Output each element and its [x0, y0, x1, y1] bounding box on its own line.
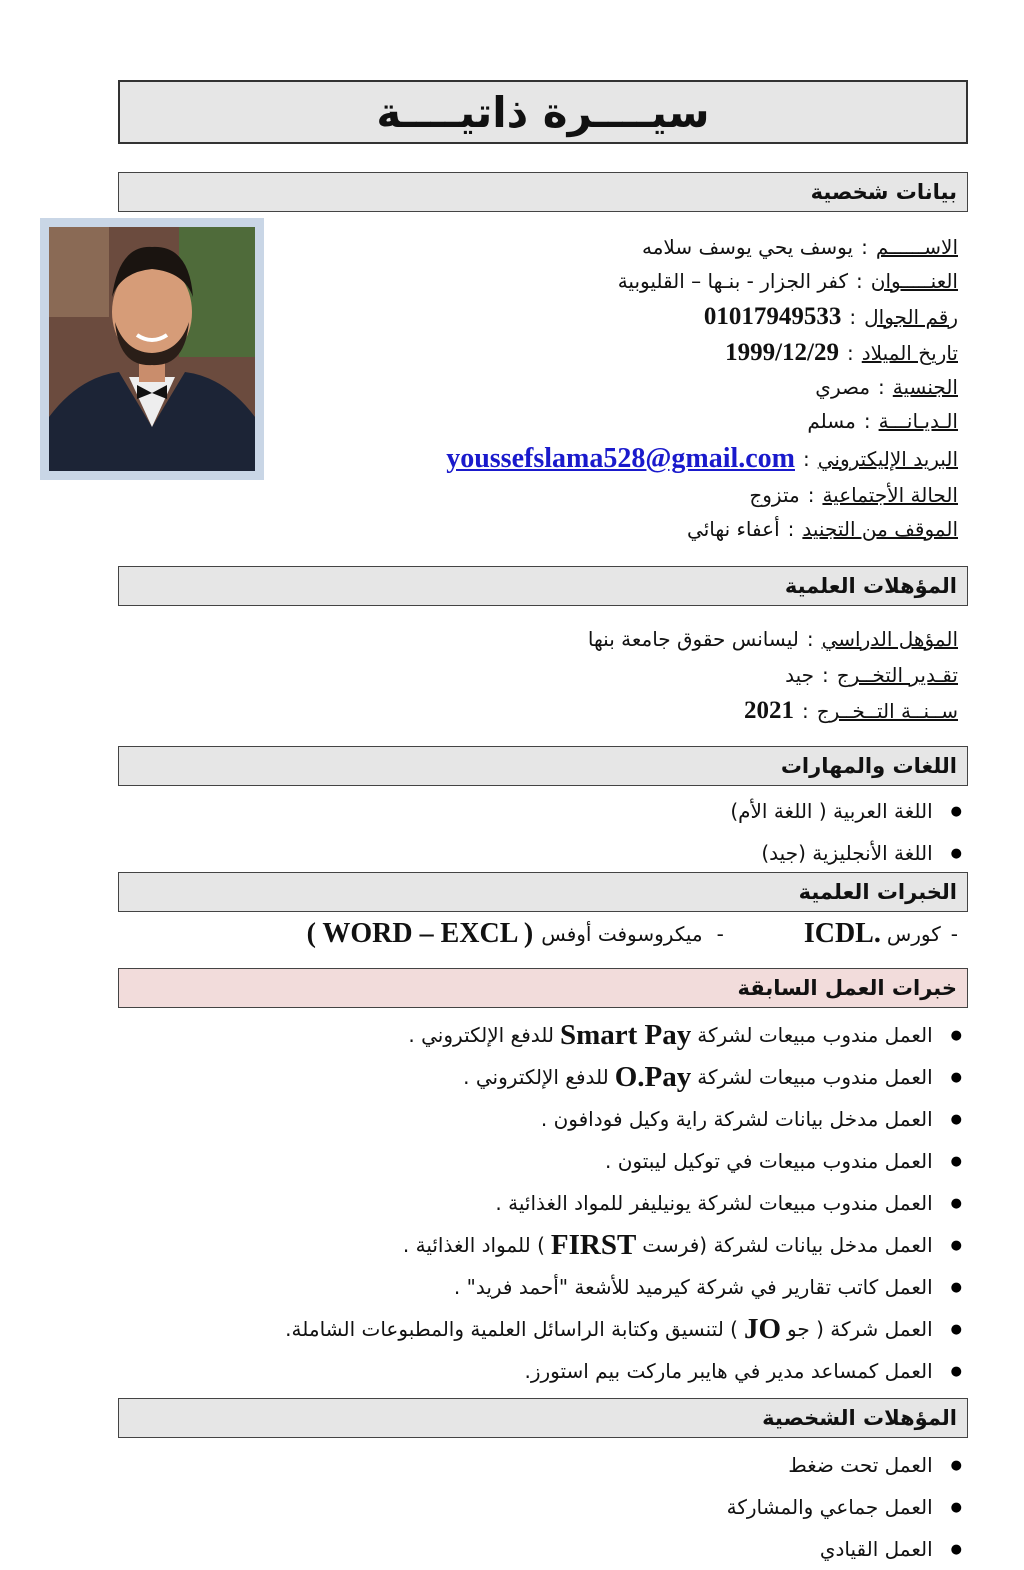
value-address: كفر الجزار - بنـها – القليوبية	[617, 269, 849, 293]
work-text: ● العمل مدخل بيانات لشركة (فرست	[642, 1233, 933, 1257]
label-name: الاســــــم	[875, 235, 958, 259]
section-personal	[118, 172, 968, 212]
work-company: JO	[743, 1312, 782, 1345]
section-languages-title: اللغات والمهارات	[780, 754, 957, 778]
list-item	[285, 1350, 962, 1392]
label-grade: تقـدير التخــرج	[836, 663, 958, 687]
label-marital: الحالة الأجتماعية	[822, 483, 958, 507]
label-birth: تاريخ الميلاد	[861, 341, 958, 365]
quality-item: ● العمل القيادي	[819, 1537, 933, 1561]
list-item	[285, 1308, 962, 1350]
label-nationality: الجنسية	[892, 375, 958, 399]
work-text: ● العمل مندوب مبيعات لشركة يونيليفر للمواد الغذائية .	[495, 1191, 933, 1215]
work-list	[285, 1014, 962, 1392]
work-text-after: ) للمواد الغذائية .	[402, 1233, 545, 1257]
work-company: Smart Pay	[559, 1018, 692, 1051]
section-scientific-title: الخبرات العلمية	[798, 880, 957, 904]
section-personal-title: بيانات شخصية	[810, 180, 957, 204]
list-item	[285, 1266, 962, 1308]
page-title-text: سيــــرة ذاتيــــة	[376, 87, 710, 137]
work-text: ● العمل مندوب مبيعات في توكيل ليبتون .	[605, 1149, 933, 1173]
work-text: ● العمل كاتب تقارير في شركة كيرميد للأشعة "أحمد فريد" .	[453, 1275, 933, 1299]
section-work-experience	[118, 968, 968, 1008]
label-phone: رقم الجوال	[864, 305, 958, 329]
value-name: يوسف يحي يوسف سلامه	[641, 235, 854, 259]
work-text-after: ) لتنسيق وكتابة الراسائل العلمية والمطبوعات الشاملة.	[285, 1317, 738, 1341]
section-qualities-title: المؤهلات الشخصية	[762, 1406, 957, 1430]
languages-list	[730, 790, 962, 874]
field-military: الموقف من التجنيد : أعفاء نهائي	[687, 517, 958, 541]
label-address: العنـــــوان	[870, 269, 958, 293]
list-item	[285, 1182, 962, 1224]
value-birth: 1999/12/29	[725, 339, 839, 366]
field-marital: الحالة الأجتماعية : متزوج	[749, 483, 958, 507]
qualities-list	[727, 1444, 962, 1570]
list-item	[285, 1056, 962, 1098]
label-military: الموقف من التجنيد	[802, 517, 958, 541]
course-name: ICDL.	[803, 918, 881, 949]
value-degree: ليسانس حقوق جامعة بنها	[587, 627, 799, 651]
value-phone: 01017949533	[703, 303, 842, 330]
section-languages	[118, 746, 968, 786]
section-scientific-experience	[118, 872, 968, 912]
field-birth: تاريخ الميلاد : 1999/12/29	[725, 339, 958, 366]
profile-photo	[40, 218, 264, 480]
list-item	[727, 1528, 962, 1570]
work-company: FIRST	[550, 1228, 637, 1261]
work-company: O.Pay	[614, 1060, 692, 1093]
field-name: الاســــــم : يوسف يحي يوسف سلامه	[641, 235, 958, 259]
work-text: ● العمل مدخل بيانات لشركة راية وكيل فودافون .	[540, 1107, 933, 1131]
label-year: ســنــة التــخــرج	[816, 699, 958, 723]
list-item	[727, 1444, 962, 1486]
field-religion: الـديـانـــة : مسلم	[807, 409, 958, 433]
field-degree: المؤهل الدراسي : ليسانس حقوق جامعة بنها	[587, 627, 958, 651]
section-education	[118, 566, 968, 606]
section-education-title: المؤهلات العلمية	[784, 574, 957, 598]
avatar	[49, 227, 255, 471]
section-personal-qualities	[118, 1398, 968, 1438]
list-item	[285, 1140, 962, 1182]
field-year: ســنــة التــخــرج : 2021	[743, 697, 958, 724]
label-religion: الـديـانـــة	[878, 409, 958, 433]
value-year: 2021	[743, 697, 794, 724]
list-item	[285, 1014, 962, 1056]
field-nationality: الجنسية : مصري	[815, 375, 958, 399]
label-degree: المؤهل الدراسي	[821, 627, 958, 651]
value-military: أعفاء نهائي	[687, 517, 780, 541]
office-ar: ميكروسوفت أوفس	[541, 922, 703, 946]
page-title	[118, 80, 968, 144]
section-work-title: خبرات العمل السابقة	[737, 976, 957, 1000]
language-item: ● اللغة العربية ( اللغة الأم)	[730, 799, 933, 823]
email-link[interactable]: youssefslama528@gmail.com	[446, 443, 795, 474]
work-text: ● العمل شركة ( جو	[787, 1317, 933, 1341]
language-item: ● اللغة الأنجليزية (جيد)	[761, 841, 933, 865]
list-item	[285, 1224, 962, 1266]
work-text-after: للدفع الإلكتروني .	[408, 1023, 554, 1047]
skills-line: - كورس ICDL. - ميكروسوفت أوفس ( WORD – EXCL )	[306, 918, 958, 949]
list-item	[285, 1098, 962, 1140]
work-text: ● العمل كمساعد مدير في هايبر ماركت بيم استورز.	[524, 1359, 933, 1383]
quality-item: ● العمل جماعي والمشاركة	[726, 1495, 933, 1519]
list-item	[730, 790, 962, 832]
field-email: البريد الإليكتروني : youssefslama528@gmail.com	[446, 443, 958, 474]
label-email: البريد الإليكتروني	[817, 447, 958, 471]
office-en: ( WORD – EXCL )	[306, 918, 534, 949]
value-grade: جيد	[785, 663, 814, 687]
value-marital: متزوج	[749, 483, 800, 507]
work-text: ● العمل مندوب مبيعات لشركة	[697, 1065, 933, 1089]
course-prefix: كورس	[886, 922, 941, 946]
field-address: العنـــــوان : كفر الجزار - بنـها – القليوبية	[617, 269, 958, 293]
work-text-after: للدفع الإلكتروني .	[463, 1065, 609, 1089]
field-grade: تقـدير التخــرج : جيد	[785, 663, 958, 687]
work-text: ● العمل مندوب مبيعات لشركة	[697, 1023, 933, 1047]
list-item	[730, 832, 962, 874]
value-nationality: مصري	[815, 375, 871, 399]
field-phone: رقم الجوال : 01017949533	[703, 303, 958, 330]
list-item	[727, 1486, 962, 1528]
value-religion: مسلم	[807, 409, 856, 433]
quality-item: ● العمل تحت ضغط	[788, 1453, 933, 1477]
